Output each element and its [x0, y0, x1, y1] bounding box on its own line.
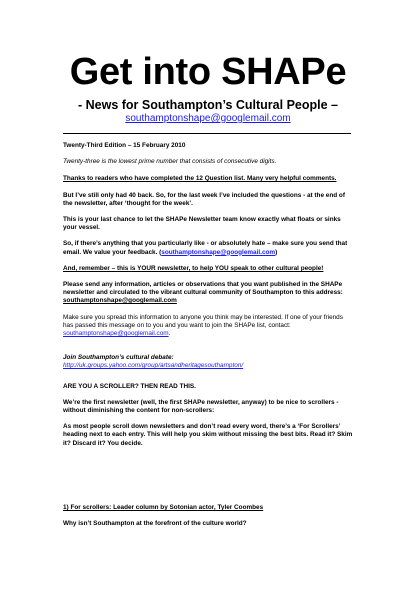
edition-label: Twenty-Third Edition – 15 February 2010: [63, 142, 186, 149]
section1-heading: 1) For scrollers: Leader column by Sotonian actor, Tyler Coombes: [63, 503, 264, 511]
newsletter-content: [63, 142, 353, 528]
feedback-text-end: ): [275, 248, 278, 256]
section1-question: Why isn’t Southampton at the forefront of the culture world?: [63, 520, 247, 528]
scroller-heading: ARE YOU A SCROLLER? THEN READ THIS.: [63, 382, 196, 390]
debate-heading: Join Southampton’s cultural debate:: [63, 354, 174, 362]
last-chance-paragraph: This is your last chance to let the SHAPe Newsletter team know exactly what floats or sinks your vessel.: [63, 216, 341, 232]
remember-paragraph: And, remember – this is YOUR newsletter, to help YOU speak to other cultural people!: [63, 264, 324, 272]
feedback-paragraph: [63, 240, 353, 256]
first-newsletter-paragraph: We’re the first newsletter (well, the first SHAPe newsletter, anyway) to be nice to scrollers - without diminishing the content for non-scrollers:: [63, 398, 339, 415]
send-info-paragraph: [63, 281, 353, 306]
spread-text-end: .: [168, 330, 171, 338]
debate-link[interactable]: http://uk.groups.yahoo.com/group/artsandheritagesouthampton/: [63, 362, 244, 370]
feedback-email-link[interactable]: southamptonshape@googlemail.com: [161, 248, 276, 256]
newsletter-title: Get into SHAPe: [69, 51, 347, 93]
send-email-link[interactable]: southamptonshape@googlemail.com: [63, 297, 177, 305]
back-paragraph: But I’ve still only had 40 back. So, for the last week I’ve included the questions - at the end of the newsletter, after ‘thought for the week’.: [63, 191, 345, 207]
header-divider: [63, 133, 351, 134]
spread-email-link[interactable]: southamptonshape@googlemail.com: [63, 330, 169, 338]
header-email-link[interactable]: southamptonshape@googlemail.com: [125, 113, 291, 124]
newsletter-subtitle: - News for Southampton’s Cultural People –: [78, 98, 338, 112]
most-people-paragraph: As most people scroll down newsletters and don’t read every word, there’s a ‘For Scrollers’ heading next to each entry. This will help you skim without missing the best bits. Read it? Skim it? Discard it? You decide.: [63, 423, 353, 447]
spread-text: Make sure you spread this information to anyone you think may be interested. If one of your friends has passed this message on to you and you want to join the SHAPe list, contact:: [63, 313, 343, 329]
feedback-text: So, if there’s anything that you particularly like - or absolutely hate – make sure you send that email. We value your feedback. (: [63, 240, 348, 256]
spread-paragraph: [63, 314, 353, 339]
thanks-paragraph: Thanks to readers who have completed the 12 Question list. Many very helpful comments.: [63, 175, 337, 183]
edition-note: Twenty-three is the lowest prime number that consists of consecutive digits.: [63, 158, 277, 166]
send-info-text: Please send any information, articles or observations that you want published in the SHAPe newsletter and circulated to the vibrant cultural community of Southampton to this address:: [63, 281, 343, 297]
